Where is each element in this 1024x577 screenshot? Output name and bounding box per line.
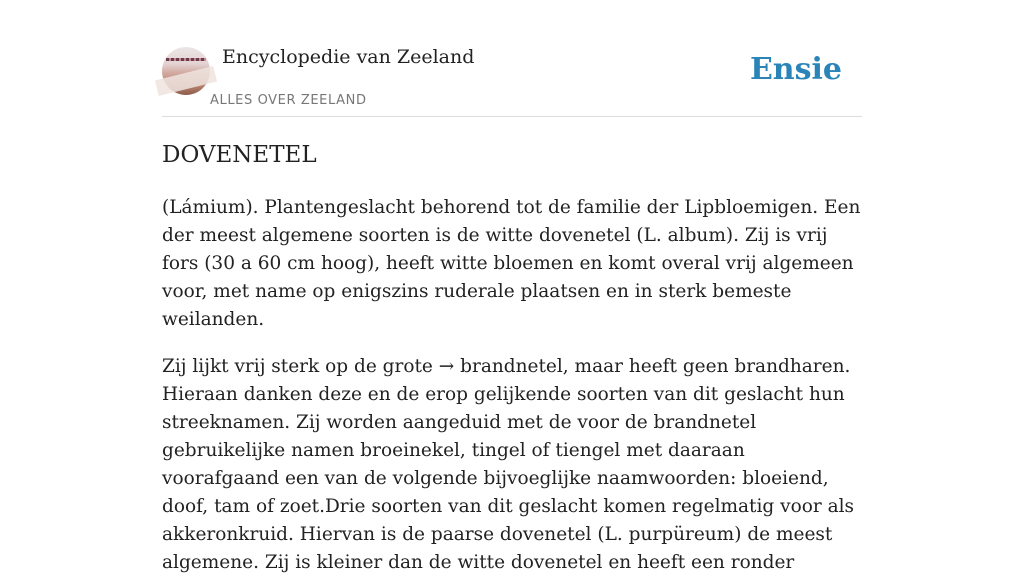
brandnetel-link[interactable]: → brandnetel bbox=[438, 356, 563, 377]
paragraph-2-text-start: Zij lijkt vrij sterk op de grote bbox=[162, 356, 439, 377]
site-title[interactable]: Encyclopedie van Zeeland bbox=[222, 46, 475, 68]
site-subtitle: ALLES OVER ZEELAND bbox=[210, 93, 367, 108]
avatar-page-graphic bbox=[155, 66, 217, 96]
site-logo-avatar[interactable] bbox=[162, 47, 210, 95]
paragraph-2-text-end: , maar heeft geen brandharen. Hieraan danken deze en de erop gelijkende soorten van dit geslacht hun streeknamen. Zij worden aangeduid met de voor de brandnetel gebruikelijke namen broeinekel, tingel of tiengel met daaraan voorafgaand een van de volgende bijvoeglijke naamwoorden: bloeiend, doof, tam of zoet.Drie soorten van dit geslacht komen regelmatig voor als akkeronkruid. Hiervan is de paarse dovenetel (L. purpüreum) de meest algemene. Zij is kleiner dan de witte dovenetel en heeft een ronder bbox=[162, 356, 855, 573]
avatar-decoration bbox=[166, 58, 206, 61]
article-title: DOVENETEL bbox=[162, 142, 317, 168]
article-paragraph-1: (Lámium). Plantengeslacht behorend tot de familie der Lipbloemigen. Een der meest algemene soorten is de witte dovenetel (L. album). Zij is vrij fors (30 a 60 cm hoog), heeft witte bloemen en komt overal vrij algemeen voor, met name op enigszins ruderale plaatsen en in sterk bemeste weilanden. bbox=[162, 197, 861, 330]
article-paragraph-2 bbox=[162, 353, 862, 577]
site-header bbox=[162, 0, 862, 117]
ensie-brand-link[interactable]: Ensie bbox=[749, 52, 842, 87]
article bbox=[162, 139, 862, 577]
